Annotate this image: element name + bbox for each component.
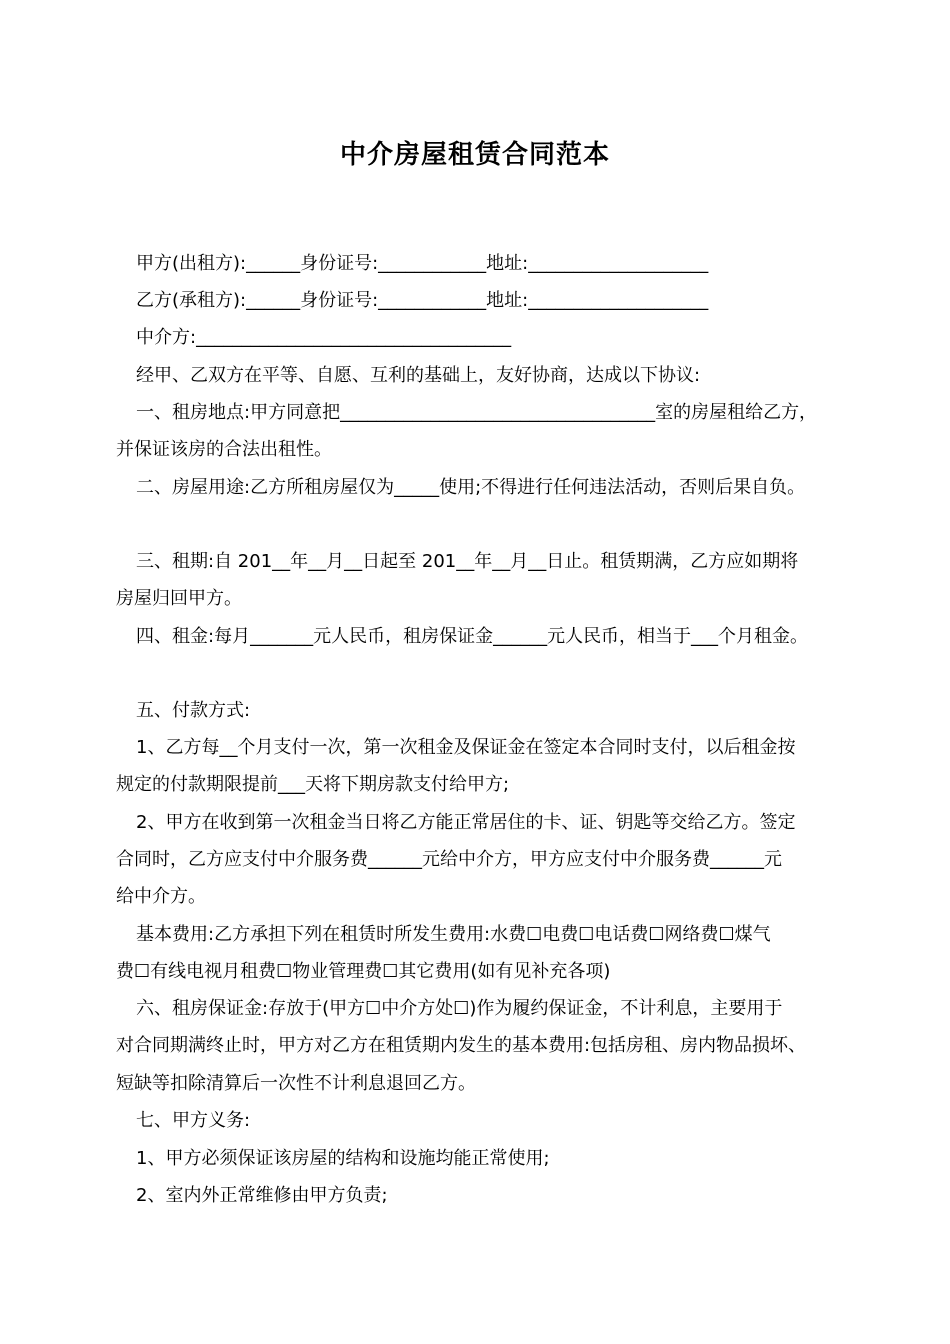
clause-7-item-2: 2、室内外正常维修由甲方负责;: [136, 1185, 388, 1206]
clause-party-a: 甲方(出租方):______身份证号:____________地址:____________________: [136, 253, 709, 274]
clause-2-usage: 二、房屋用途:乙方所租房屋仅为_____使用;不得进行任何违法活动，否则后果自负。: [136, 477, 806, 498]
clause-6-deposit: 六、租房保证金:存放于(甲方☐中介方处☐)作为履约保证金，不计利息，主要用于: [136, 998, 783, 1019]
clause-6-deposit-end: 短缺等扣除清算后一次性不计利息退回乙方。: [116, 1073, 476, 1094]
clause-5-item-2: 2、甲方在收到第一次租金当日将乙方能正常居住的卡、证、钥匙等交给乙方。签定: [136, 812, 796, 833]
clause-party-b: 乙方(承租方):______身份证号:____________地址:____________________: [136, 290, 709, 311]
clause-5-item-2-cont: 合同时，乙方应支付中介服务费______元给中介方，甲方应支付中介服务费______元: [116, 849, 782, 870]
document-title: 中介房屋租赁合同范本: [339, 140, 610, 170]
clause-5-item-2-end: 给中介方。: [116, 886, 206, 907]
clause-5-payment: 五、付款方式:: [136, 700, 251, 721]
clause-preamble: 经甲、乙双方在平等、自愿、互利的基础上，友好协商，达成以下协议:: [136, 365, 701, 386]
clause-agent: 中介方:___________________________________: [136, 327, 512, 348]
clause-7-landlord-duties: 七、甲方义务:: [136, 1110, 251, 1131]
clause-basic-fees-cont: 费☐有线电视月租费☐物业管理费☐其它费用(如有见补充各项): [116, 961, 611, 982]
clause-1-location: 一、租房地点:甲方同意把___________________________________室的房屋租给乙方，: [136, 402, 818, 423]
clause-7-item-1: 1、甲方必须保证该房屋的结构和设施均能正常使用;: [136, 1148, 550, 1169]
clause-3-term: 三、租期:自 201__年__月__日起至 201__年__月__日止。租赁期满，乙方应如期将: [136, 551, 799, 572]
clause-1-location-cont: 并保证该房的合法出租性。: [116, 439, 332, 460]
clause-5-item-1-cont: 规定的付款期限提前___天将下期房款支付给甲方;: [116, 774, 510, 795]
clause-3-term-cont: 房屋归回甲方。: [116, 588, 242, 609]
clause-basic-fees: 基本费用:乙方承担下列在租赁时所发生费用:水费☐电费☐电话费☐网络费☐煤气: [136, 924, 771, 945]
clause-5-item-1: 1、乙方每__个月支付一次，第一次租金及保证金在签定本合同时支付，以后租金按: [136, 737, 796, 758]
clause-6-deposit-cont: 对合同期满终止时，甲方对乙方在租赁期内发生的基本费用:包括房租、房内物品损坏、: [116, 1035, 807, 1056]
clause-4-rent: 四、租金:每月_______元人民币，租房保证金______元人民币，相当于___个月租金。: [136, 626, 809, 647]
